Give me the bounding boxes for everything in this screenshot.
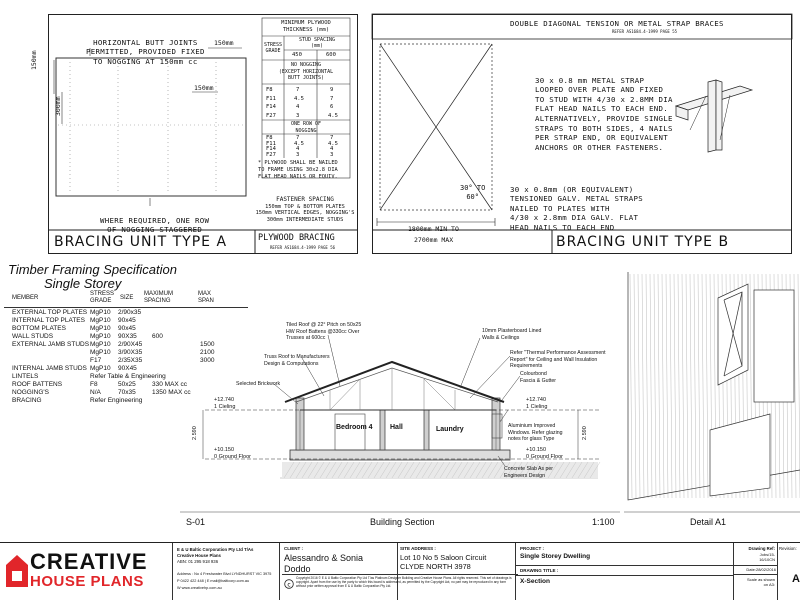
bracing-unit-b-title: BRACING UNIT TYPE B	[556, 234, 730, 250]
spec-subtitle: Single Storey	[44, 276, 122, 291]
ref-cell	[734, 543, 778, 600]
roof-note: Tiled Roof @ 22° Pitch on 50x25 HW Roof Battens @330cc Over Trusses at 600cc	[286, 322, 362, 341]
spec-cell: Refer Engineering	[90, 397, 143, 404]
level-floor-right: +10.150 0 Ground Floor	[526, 447, 563, 460]
spec-cell: ROOF BATTENS	[12, 381, 63, 388]
spec-cell: EXTERNAL TOP PLATES	[12, 309, 88, 316]
spec-cell: 90X35	[118, 333, 137, 340]
drawing-label: DRAWING TITLE :	[520, 568, 559, 573]
drawing-ref: Jobs/15- 16/10CN	[759, 552, 775, 562]
bracing-unit-a-title: BRACING UNIT TYPE A	[54, 234, 228, 250]
nogging-note: WHERE REQUIRED, ONE ROW OF NOGGING STAGGERED	[100, 215, 210, 235]
butt-joint-note: HORIZONTAL BUTT JOINTS PERMITTED, PROVIDED FIXED TO NOGGING AT 150mm cc	[86, 37, 205, 66]
title-block	[0, 542, 800, 600]
spec-cell: BOTTOM PLATES	[12, 325, 66, 332]
company-info: E & U Baltic Corporation Pty Ltd T/As Creative House Plans ABN: 01 295 918 936	[177, 547, 254, 564]
copyright-cell	[282, 574, 518, 602]
project-label: PROJECT :	[520, 546, 545, 551]
site-address: Lot 10 No 5 Saloon Circuit CLYDE NORTH 3978	[400, 553, 487, 571]
spec-cell: 1500	[200, 341, 215, 348]
spec-cell: N/A	[90, 389, 101, 396]
spec-cell: 3000	[200, 357, 215, 364]
copyright-icon	[284, 579, 294, 589]
client-label: CLIENT :	[284, 546, 303, 551]
spec-cell: 70x35	[118, 389, 136, 396]
spec-cell: 2/90x35	[118, 309, 142, 316]
spec-cell: MgP10	[90, 317, 111, 324]
drawing-scale: Scale as shown on A3:	[746, 577, 775, 587]
dim-150-top: 150mm	[214, 39, 234, 47]
spec-cell: Refer Table & Engineering	[90, 373, 166, 380]
one-row-label: ONE ROW OF NOGGING	[290, 121, 322, 134]
strap-note: 30 x 0.8 mm METAL STRAP LOOPED OVER PLATE AND FIXED TO STUD WITH 4/30 x 2.8MM DIA FLAT HEAD NAILS TO EACH END. ALTERNATIVELY, PROVIDE SINGLE STRAPS TO BOTH SIDES, 4 NAILS PER STRAP END, OR EQUIVALENT ANCHORS OR OTHER FASTENERS.	[535, 75, 673, 152]
spec-cell: 330 MAX cc	[152, 381, 188, 388]
dim-150-left: 150mm	[30, 50, 38, 70]
section-scale: 1:100	[592, 517, 615, 527]
slab-note: Concrete Slab As per Engineers Design	[504, 466, 554, 479]
rows-a: F8 7 9 F11 4.5 7 F14 4 6 F27 3 4.5	[266, 87, 338, 119]
stud-spacing-header: STUD SPACING (mm)	[298, 37, 336, 49]
fastener-spacing-note: FASTENER SPACING 150mm TOP & BOTTOM PLATES 150mm VERTICAL EDGES, NOGGING'S 300mm INTERMEDIATE STUDS	[255, 196, 355, 223]
stress-grade-header: STRESS GRADE	[263, 42, 283, 54]
col-600: 600	[326, 52, 336, 58]
no-nogging-label: NO NOGGING (EXCEPT HORIZONTAL BUTT JOINTS)	[278, 62, 334, 81]
spec-cell: F8	[90, 381, 98, 388]
level-floor-left: +10.150 0 Ground Floor	[214, 447, 251, 460]
logo-cell	[0, 543, 170, 600]
spec-cell: 3/90X35	[118, 349, 143, 356]
logo-creative: CREATIVE	[30, 549, 148, 574]
drawing-date: Date:28/02/2016	[746, 567, 776, 572]
height-left: 2.590	[192, 426, 198, 440]
svg-text:c: c	[287, 581, 291, 589]
client-name: Alessandro & Sonia Doddo	[284, 553, 364, 574]
truss-note: Truss Roof to Manufacturers Design & Computations	[264, 354, 330, 367]
plaster-note: 10mm Plasterboard Lined Walls & Ceilings	[482, 328, 542, 341]
spec-cell: MgP10	[90, 365, 111, 372]
brick-note: Selected Brickwork	[236, 381, 281, 387]
house-logo-icon	[4, 551, 30, 589]
rows-b: F8 7 7 F11 4.5 4.5 F14 4 4 F27 3 3	[266, 135, 338, 158]
spec-cell: 2100	[200, 349, 215, 356]
detail-name: Detail A1	[690, 517, 727, 527]
spec-header-size: SIZE	[120, 295, 134, 301]
room-bedroom-4: Bedroom 4	[336, 424, 373, 431]
spec-header-member: MEMBER	[12, 295, 39, 301]
copyright-text: Copyright 2016 © E & U Baltic Corporation Pty Ltd T/as Platinum Designer Building and Creative House Plans. All rights reserved. This set of drawings is copyright. Apart from the use by the party to which this board is addressed, as permitted by the Copyright Act, no part may be reproduced in any form without prior written approval from E & U Baltic Corporation Pty Ltd.	[296, 576, 512, 588]
spec-title: Timber Framing Specification	[8, 262, 177, 277]
bracing-b-header: DOUBLE DIAGONAL TENSION OR METAL STRAP BRACES	[510, 19, 724, 28]
thermal-note: Refer "Thermal Performance Assessment Report" for Ceiling and Wall Insulation Requirements	[510, 350, 606, 369]
spec-cell: MgP10	[90, 341, 111, 348]
sheet-letter: A	[792, 573, 800, 585]
dim-min: 1800mm MIN TO	[408, 225, 459, 233]
spec-header-span: MAX SPAN	[198, 291, 214, 304]
drawing-title: X-Section	[520, 578, 550, 585]
spec-cell: 90x45	[118, 317, 136, 324]
window-note: Aluminium Improved Windows. Refer glazing notes for glass Type	[508, 423, 563, 442]
ref-label: Drawing Ref:	[748, 546, 775, 551]
spec-cell: 50x25	[118, 381, 136, 388]
room-laundry: Laundry	[436, 426, 464, 433]
section-id: S-01	[186, 517, 206, 527]
section-name: Building Section	[370, 517, 435, 527]
level-ceiling-left: +12.740 1 Cieling	[214, 397, 236, 410]
spec-cell: 2/90X45	[118, 341, 143, 348]
bracing-a-refer: REFER AS1684.4-1999 PAGE 56	[270, 245, 336, 250]
spec-header-spacing: MAXIMUM SPACING	[144, 291, 173, 304]
dim-300: 300mm	[54, 96, 62, 116]
spec-cell: LINTELS	[12, 373, 39, 380]
company-cell	[172, 543, 280, 600]
site-label: SITE ADDRESS :	[400, 546, 436, 551]
project-name: Single Storey Dwelling	[520, 553, 591, 560]
spec-cell: WALL STUDS	[12, 333, 54, 340]
bracing-b-refer: REFER AS1684.4-1999 PAGE 55	[612, 29, 678, 34]
angle-label: 30° TO 60°	[460, 184, 486, 201]
spec-cell: MgP10	[90, 325, 111, 332]
fascia-note: Colourbond Fascia & Gutter	[520, 371, 557, 384]
project-cell	[516, 543, 734, 600]
dim-max: 2700mm MAX	[414, 236, 454, 244]
logo-house-plans: HOUSE PLANS	[30, 573, 144, 590]
spec-cell: 90x45	[118, 325, 136, 332]
spec-cell: INTERNAL JAMB STUDS	[12, 365, 87, 372]
spec-cell: EXTERNAL JAMB STUDS	[12, 341, 90, 348]
room-hall: Hall	[390, 424, 403, 431]
spec-cell: MgP10	[90, 349, 111, 356]
spec-cell: 2/35X35	[118, 357, 143, 364]
dim-150-mid: 150mm	[194, 84, 214, 92]
thickness-table-title: MINIMUM PLYWOOD THICKNESS (mm)	[281, 20, 331, 33]
height-right: 2.590	[582, 426, 588, 440]
revision-cell	[778, 543, 800, 601]
company-address: Address : No 4 Freshwater Blvd LYNDHURST VIC 3975 P 0422 422 448 | E mail@balticorp.com.au W www.creativehp.com.au	[177, 572, 272, 590]
spec-cell: F17	[90, 357, 102, 364]
spec-cell: INTERNAL TOP PLATES	[12, 317, 85, 324]
spec-cell: 600	[152, 333, 163, 340]
spec-cell: MgP10	[90, 309, 111, 316]
level-ceiling-right: +12.740 1 Cieling	[526, 397, 548, 410]
spec-cell: BRACING	[12, 397, 42, 404]
spec-header-stress: STRESS GRADE	[90, 291, 115, 304]
spec-cell: MgP10	[90, 333, 111, 340]
revision-label: Revision:	[779, 546, 797, 551]
nail-note: * PLYWOOD SHALL BE NAILED TO FRAME USING 30x2.8 DIA FLAT HEAD NAILS OR EQUIV.	[258, 160, 338, 180]
spec-cell: NOGGING'S	[12, 389, 49, 396]
col-450: 450	[292, 52, 302, 58]
plywood-bracing-label: PLYWOOD BRACING	[258, 233, 335, 243]
tension-note: 30 x 0.8mm (OR EQUIVALENT) TENSIONED GALV. METAL STRAPS NAILED TO PLATES WITH 4/30 x 2.8mm DIA GALV. FLAT HEAD NAILS TO EACH END	[510, 184, 643, 232]
spec-cell: 90X45	[118, 365, 137, 372]
spec-cell: 1350 MAX cc	[152, 389, 191, 396]
